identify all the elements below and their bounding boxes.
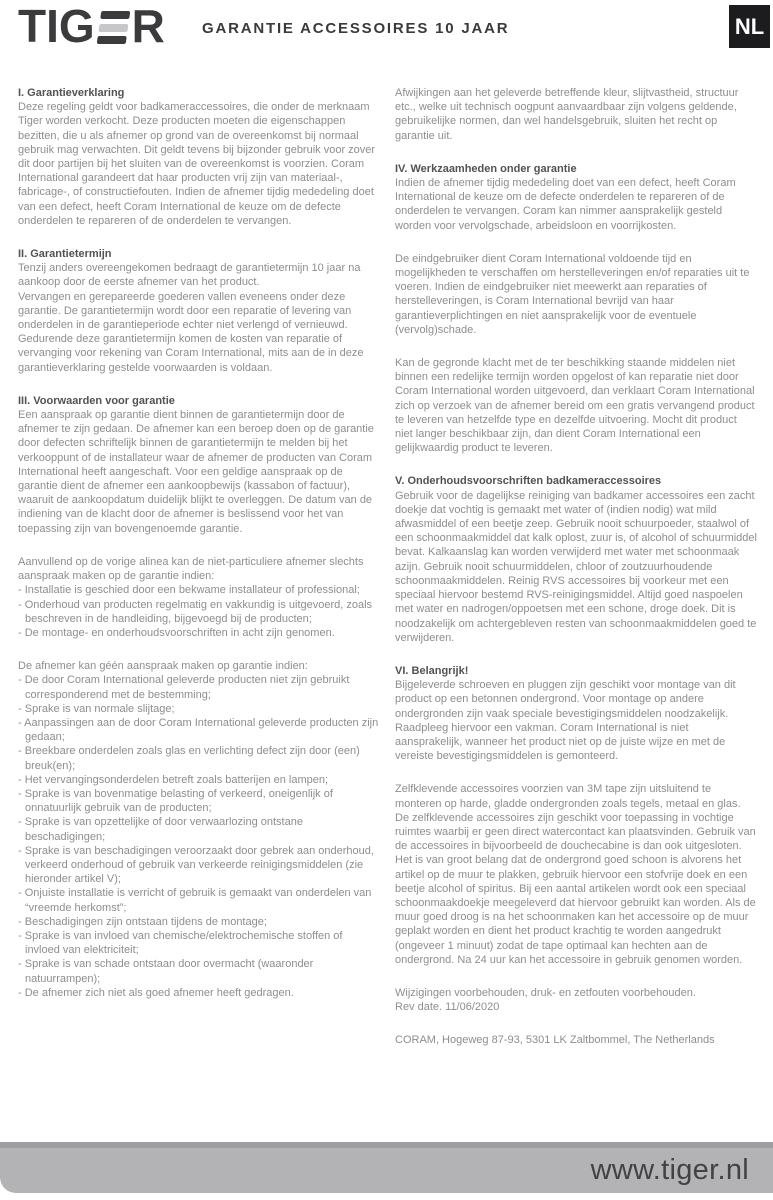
paragraph: Gebruik voor de dagelijkse reiniging van badkamer accessoires een zacht doekje dat vochtig is gemaakt met water of (indien nodig) wat mild afwasmiddel of een beetje zeep. Gebruik nooit schuurpoeder, staalwol of een schoonmaakmiddel dat kalk oplost, zuur is, of alcohol of schuurmiddel bevat. Kalkaanslag kan worden verwijderd met water met schoonmaak azijn. Gebruik nooit schuurmiddelen, chloor of zoutzuurhoudende schoonmaakmiddelen. Reinig RVS accessoires bij voorkeur met een speciaal hiervoor bestemd RVS-reinigingsmiddel. Altijd goed naspoelen met water en nadrogen/oppoetsen met een schone, droge doek. Dit is noodzakelijk om achtergebleven resten van schoonmaakmiddelen goed te verwijderen. xyxy=(395,489,757,644)
paragraph: Bijgeleverde schroeven en pluggen zijn geschikt voor montage van dit product op een betonnen ondergrond. Voor montage op andere ondergronden zijn vaak speciale bevestigingsmiddelen noodzakelijk. Raadpleeg hiervoor een vakman. Coram International is niet aansprakelijk, wanneer het product niet op de juiste wijze en met de vereiste bevestigingsmiddelen is gemonteerd. xyxy=(395,679,736,763)
list-item: - De montage- en onderhoudsvoorschriften in acht zijn genomen. xyxy=(18,626,380,640)
paragraph: De eindgebruiker dient Coram International voldoende tijd en mogelijkheden te verschaffen om herstelleveringen en/of reparaties uit te voeren. Indien de eindgebruiker niet meewerkt aan reparaties of herstelleveringen, is Coram International bevrijd van haar garantieverplichtingen en niet aansprakelijk voor de eventuele (vervolg)schade. xyxy=(395,252,750,336)
logo-bar-bottom xyxy=(96,36,126,44)
paragraph: Afwijkingen aan het geleverde betreffende kleur, slijtvastheid, structuur etc., welke uit technisch oogpunt aanvaardbaar zijn volgens geldende, gebruikelijke normen, dan wel handelsgebruik, sluiten het recht op garantie uit. xyxy=(395,87,739,142)
list-item: - Sprake is van invloed van chemische/elektrochemische stoffen of invloed van elektriciteit; xyxy=(18,929,380,957)
logo-bar-top xyxy=(100,11,130,19)
list-item: - Breekbare onderdelen zoals glas en verlichting defect zijn door (een) breuk(en); xyxy=(18,744,380,772)
text-block xyxy=(395,1033,757,1047)
text-block xyxy=(395,356,757,455)
paragraph: Zelfklevende accessoires voorzien van 3M tape zijn uitsluitend te monteren op harde, gladde ondergronden zoals tegels, metaal en glas. De zelfklevende accessoires zijn geschikt voor toepassing in vochtige ruimtes waarbij er geen direct watercontact kan plaatsvinden. Gebruik van de accessoires in bijvoorbeeld de douchecabine is dan ook uitgesloten. Het is van groot belang dat de ondergrond goed schoon is alvorens het artikel op de muur te plakken, gebruik hiervoor een stofvrije doek en een beetje alcohol of spiritus. Bij een aantal artikelen wordt ook een speciaal schoonmaakdoekje meegeleverd dat hiervoor gebruikt kan worden. Als de muur goed droog is na het schoonmaken kan het accessoire op de muur geplakt worden en dient het product krachtig te worden aangedrukt (ongeveer 1 minuut) zodat de tape optimaal kan hechten aan de ondergrond. Na 24 uur kan het accessoire in gebruik genomen worden. xyxy=(395,783,756,966)
section-heading: IV. Werkzaamheden onder garantie xyxy=(395,162,577,175)
left-column xyxy=(18,86,380,1048)
section-heading: VI. Belangrijk! xyxy=(395,664,469,677)
paragraph: Deze regeling geldt voor badkameraccessoires, die onder de merknaam Tiger worden verkocht. Deze producten moeten die eigenschappen bezitten, die u als afnemer op grond van de overeenkomst bij normaal gebruik mag verwachten. Dit geldt tevens bij bijzonder gebruik voor zover dit door partijen bij het sluiten van de overeenkomst is voorzien. Coram International garandeert dat haar producten vrij zijn van materiaal-, fabricage-, of constructiefouten. Indien de afnemer tijdig mededeling doet van een defect, heeft Coram International de keuze om de defecte onderdelen te repareren of de onderdelen te vervangen. xyxy=(18,101,376,227)
section-heading: II. Garantietermijn xyxy=(18,248,112,261)
text-block xyxy=(395,986,757,1014)
logo-letters-right: R xyxy=(131,0,165,52)
list-item: - Sprake is van bovenmatige belasting of verkeerd, oneigenlijk of onnatuurlijk gebruik van de producten; xyxy=(18,787,380,815)
text-block xyxy=(18,659,380,1000)
text-block xyxy=(395,162,757,233)
paragraph: CORAM, Hogeweg 87-93, 5301 LK Zaltbommel, The Netherlands xyxy=(395,1034,715,1047)
paragraph: Een aanspraak op garantie dient binnen de garantietermijn door de afnemer te zijn gedaan. De afnemer kan een beroep doen op de garantie door defecten schriftelijk binnen de garantietermijn te melden bij het verkooppunt of de installateur waar de afnemer de producten van Coram International heeft aangeschaft. Voor een geldige aanspraak op de garantie dient de afnemer een aankoopbewijs (kassabon of factuur), waaruit de aankoopdatum duidelijk blijkt te overleggen. De datum van de indiening van de klacht door de afnemer is beslissend voor het van toepassing zijn van bovengenoemde garantie. xyxy=(18,409,374,535)
text-block xyxy=(18,247,380,375)
list-item: - Beschadigingen zijn ontstaan tijdens de montage; xyxy=(18,915,380,929)
tiger-logo xyxy=(18,0,165,52)
text-block xyxy=(18,394,380,536)
logo-e-bars-icon xyxy=(96,11,130,44)
text-block xyxy=(395,474,757,644)
paragraph: Aanvullend op de vorige alinea kan de niet-particuliere afnemer slechts aanspraak maken op de garantie indien: xyxy=(18,555,364,583)
section-heading: III. Voorwaarden voor garantie xyxy=(18,394,175,407)
text-block xyxy=(18,86,380,228)
list-item: - Installatie is geschied door een bekwame installateur of professional; xyxy=(18,583,380,597)
logo-letters-left: TIG xyxy=(18,0,95,52)
list-item: - Het vervangingsonderdelen betreft zoals batterijen en lampen; xyxy=(18,773,380,787)
paragraph: Rev date. 11/06/2020 xyxy=(395,1001,500,1014)
list-item: - Sprake is van opzettelijke of door verwaarlozing ontstane beschadigingen; xyxy=(18,815,380,843)
paragraph: Vervangen en gerepareerde goederen vallen eveneens onder deze garantie. De garantietermijn wordt door een reparatie of levering van onderdelen in de garantieperiode echter niet verlengd of vernieuwd. xyxy=(18,290,352,332)
paragraph: Tenzij anders overeengekomen bedraagt de garantietermijn 10 jaar na aankoop door de eerste afnemer van het product. xyxy=(18,262,361,289)
section-heading: V. Onderhoudsvoorschriften badkameraccessoires xyxy=(395,475,662,488)
paragraph: Kan de gegronde klacht met de ter beschikking staande middelen niet binnen een redelijke termijn worden opgelost of kan reparatie niet door Coram International worden uitgevoerd, dan verklaart Coram International zich op verzoek van de afnemer bereid om een gratis vervangend product te leveren van hetzelfde type en dezelfde uitvoering. Mocht dit product niet langer beschikbaar zijn, dan dient Coram International een gelijkwaardig product te leveren. xyxy=(395,357,755,455)
language-badge: NL xyxy=(729,5,770,48)
paragraph: Indien de afnemer tijdig mededeling doet van een defect, heeft Coram International de keuze om de defecte onderdelen te repareren of de onderdelen te vervangen. Coram kan nimmer aansprakelijk gesteld worden voor vervolgschade, arbeidsloon en voorrijkosten. xyxy=(395,177,736,232)
logo-bar-middle xyxy=(98,24,128,32)
paragraph: Wijzigingen voorbehouden, druk- en zetfouten voorbehouden. xyxy=(395,986,696,999)
list-item: - De afnemer zich niet als goed afnemer heeft gedragen. xyxy=(18,986,380,1000)
section-heading: I. Garantieverklaring xyxy=(18,87,125,99)
document-header xyxy=(0,0,773,86)
paragraph: Gedurende deze garantietermijn komen de kosten van reparatie of vervanging voor rekening van Coram International, mits aan de in deze garantieverklaring gestelde voorwaarden is voldaan. xyxy=(18,333,364,374)
text-block xyxy=(395,664,757,763)
list-item: - Sprake is van schade ontstaan door overmacht (waaronder natuurrampen); xyxy=(18,957,380,985)
list-item: - Aanpassingen aan de door Coram International geleverde producten zijn gedaan; xyxy=(18,716,380,744)
website-url[interactable]: www.tiger.nl xyxy=(590,1154,749,1186)
page-title: GARANTIE ACCESSOIRES 10 JAAR xyxy=(202,20,510,37)
right-column xyxy=(395,86,757,1048)
text-block xyxy=(395,782,757,967)
footer-bar xyxy=(0,1142,773,1193)
paragraph: De afnemer kan géén aanspraak maken op garantie indien: xyxy=(18,660,308,673)
text-block xyxy=(395,252,757,337)
document-body xyxy=(0,86,773,1048)
list-item: - Sprake is van beschadigingen veroorzaakt door gebrek aan onderhoud, verkeerd onderhoud of gebruik van verkeerde reinigingsmiddelen (zie hieronder artikel V); xyxy=(18,844,380,887)
list-item: - Onjuiste installatie is verricht of gebruik is gemaakt van onderdelen van “vreemde herkomst”; xyxy=(18,886,380,914)
list-item: - Onderhoud van producten regelmatig en vakkundig is uitgevoerd, zoals beschreven in de handleiding, bijgevoegd bij de producten; xyxy=(18,598,380,626)
text-block xyxy=(395,86,757,143)
list-item: - Sprake is van normale slijtage; xyxy=(18,702,380,716)
text-block xyxy=(18,555,380,640)
list-item: - De door Coram International geleverde producten niet zijn gebruikt corresponderend met de bestemming; xyxy=(18,673,380,701)
